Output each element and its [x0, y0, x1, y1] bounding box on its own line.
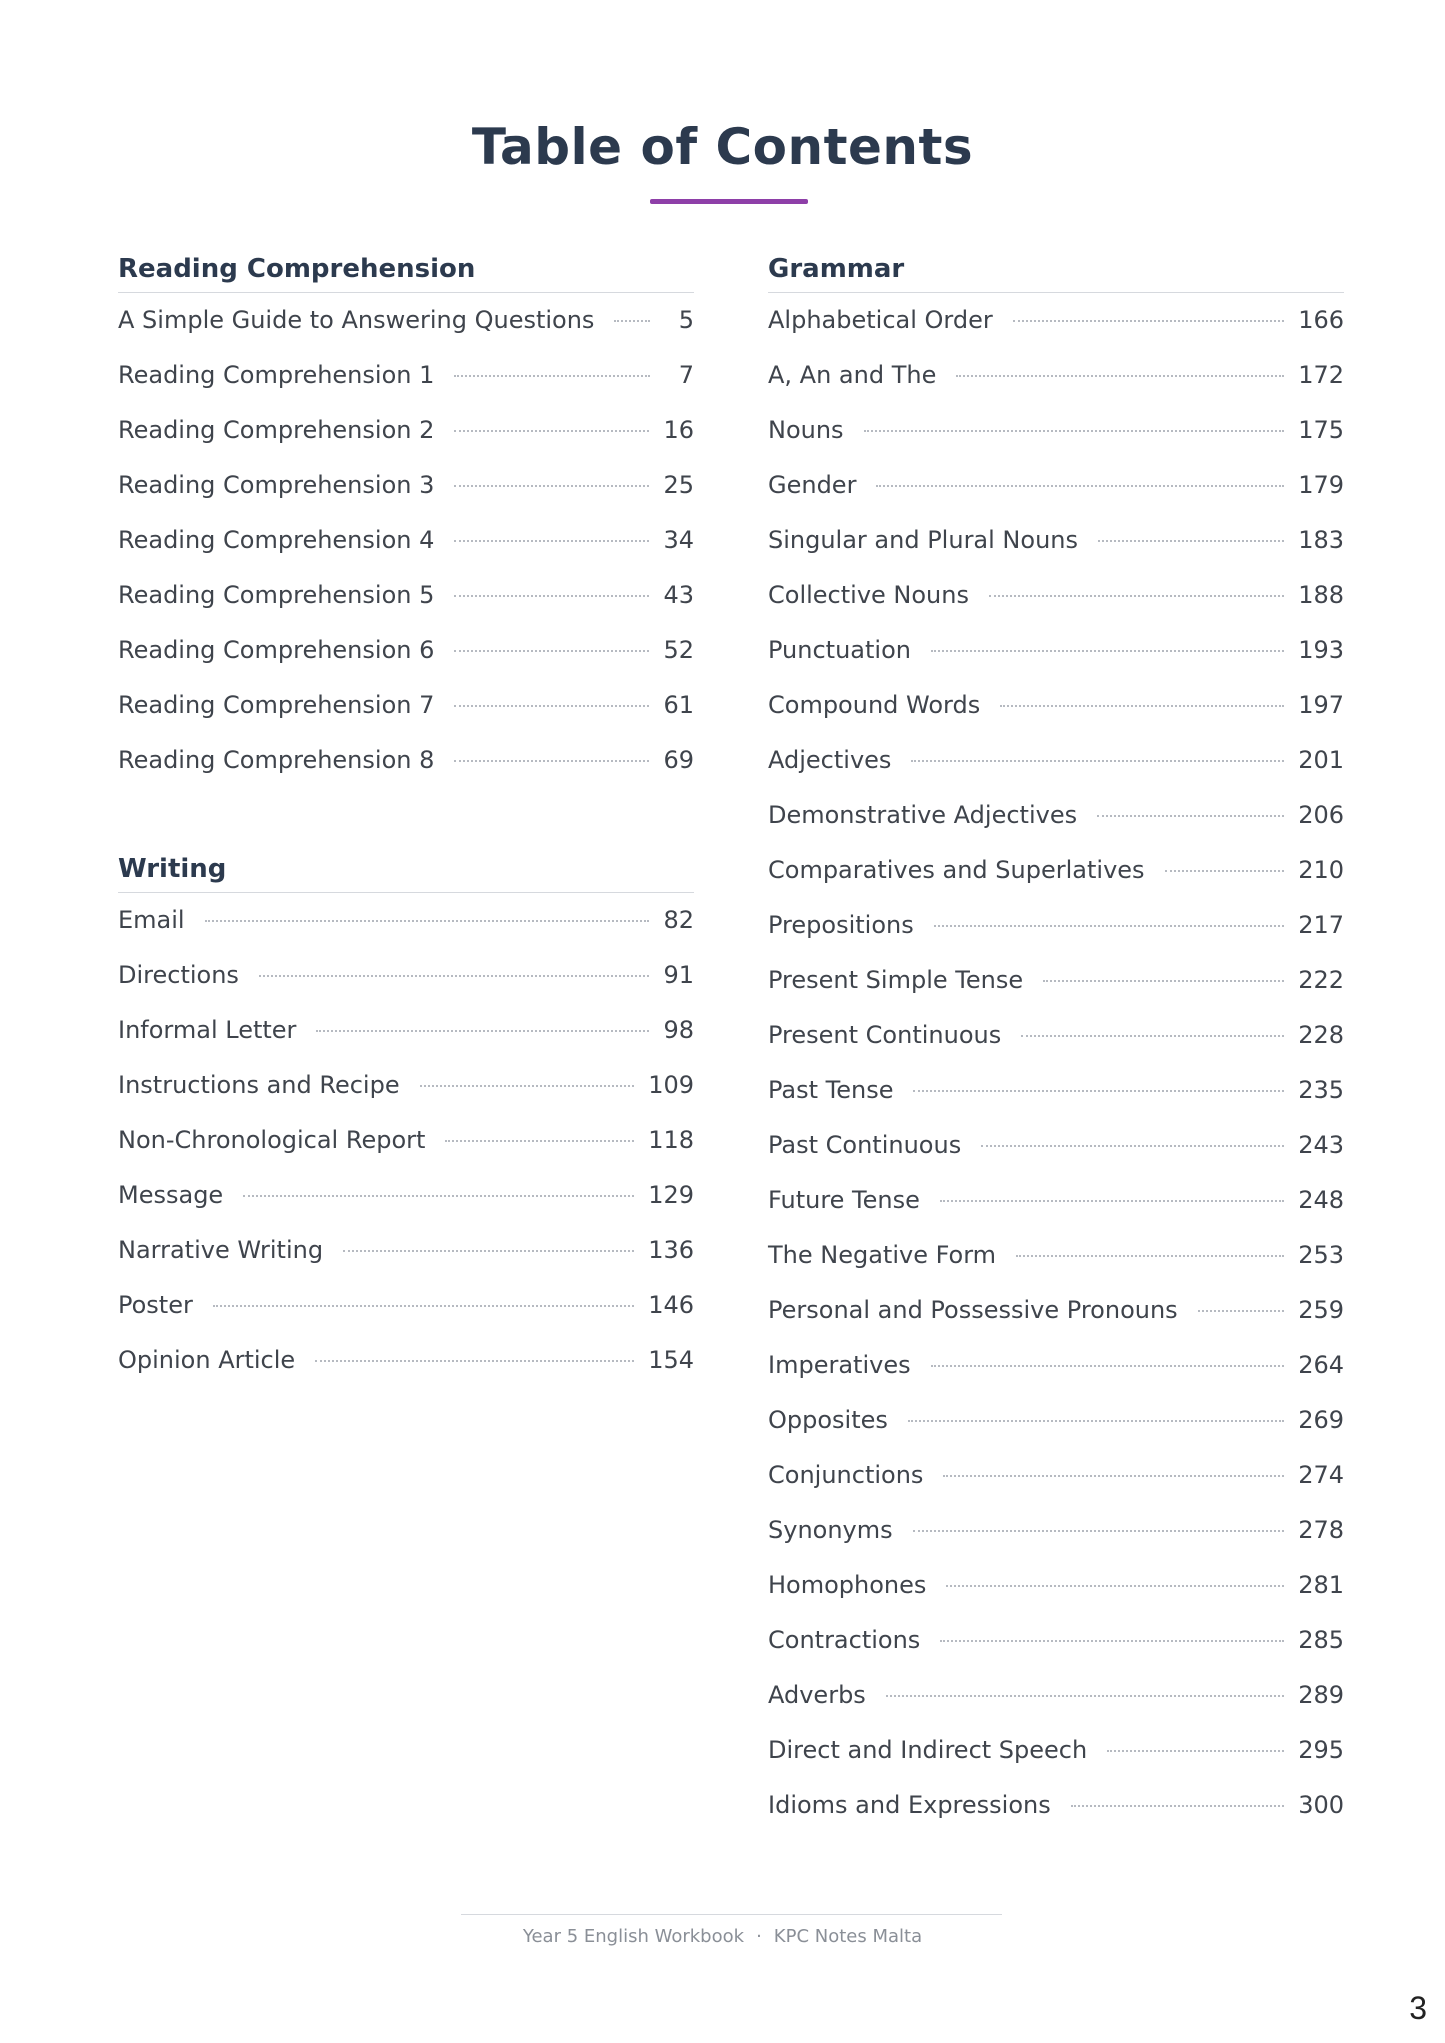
toc-entry-title: Instructions and Recipe [118, 1071, 400, 1099]
toc-entry[interactable] [768, 1118, 1344, 1173]
toc-entry[interactable] [118, 1223, 694, 1278]
toc-entry-title: Reading Comprehension 8 [118, 746, 435, 774]
toc-entry-page-number: 193 [1298, 636, 1344, 664]
toc-entry[interactable] [768, 458, 1344, 513]
toc-entry[interactable] [768, 843, 1344, 898]
toc-entry-page-number: 285 [1298, 1626, 1344, 1654]
toc-entry-title: Non-Chronological Report [118, 1126, 426, 1154]
toc-entry-page-number: 274 [1298, 1461, 1344, 1489]
writing-section [118, 0, 694, 1388]
dot-leader [1097, 815, 1284, 817]
toc-entry-page-number: 201 [1298, 746, 1344, 774]
toc-entry-page-number: 206 [1298, 801, 1344, 829]
toc-entry-title: Homophones [768, 1571, 927, 1599]
toc-entry-page-number: 69 [663, 746, 694, 774]
toc-entry-title: Poster [118, 1291, 193, 1319]
dot-leader [205, 920, 650, 922]
page-number: 3 [1409, 1990, 1427, 2026]
toc-entry-title: Future Tense [768, 1186, 920, 1214]
toc-entry[interactable] [768, 1338, 1344, 1393]
toc-entry[interactable] [768, 1063, 1344, 1118]
toc-entry[interactable] [118, 1278, 694, 1333]
dot-leader [1013, 320, 1284, 322]
toc-entry[interactable] [768, 348, 1344, 403]
toc-entry-title: Collective Nouns [768, 581, 969, 609]
toc-entry[interactable] [768, 898, 1344, 953]
toc-entry[interactable] [118, 1113, 694, 1168]
toc-entry-page-number: 197 [1298, 691, 1344, 719]
toc-entry-page-number: 98 [663, 1016, 694, 1044]
toc-entry[interactable] [768, 1723, 1344, 1778]
dot-leader [1071, 1805, 1284, 1807]
toc-entry-page-number: 118 [648, 1126, 694, 1154]
dot-leader [420, 1085, 635, 1087]
toc-entry-page-number: 175 [1298, 416, 1344, 444]
dot-leader [943, 1475, 1284, 1477]
toc-entry-page-number: 16 [663, 416, 694, 444]
toc-entry[interactable] [768, 403, 1344, 458]
toc-entry[interactable] [768, 1228, 1344, 1283]
toc-entry-page-number: 228 [1298, 1021, 1344, 1049]
footer-book-title: Year 5 English Workbook [522, 1926, 745, 1947]
dot-leader [1198, 1310, 1285, 1312]
dot-leader [940, 1640, 1284, 1642]
toc-entry-title: Email [118, 906, 185, 934]
dot-leader [1021, 1035, 1284, 1037]
toc-entry-page-number: 253 [1298, 1241, 1344, 1269]
footer-divider [461, 1914, 1002, 1915]
toc-entry[interactable] [768, 1668, 1344, 1723]
toc-entry[interactable] [118, 1333, 694, 1388]
dot-leader [1016, 1255, 1284, 1257]
toc-entry[interactable] [768, 513, 1344, 568]
toc-entry[interactable] [768, 1173, 1344, 1228]
toc-entry-page-number: 91 [663, 961, 694, 989]
dot-leader [213, 1305, 634, 1307]
toc-entry-title: Reading Comprehension 6 [118, 636, 435, 664]
toc-entry-title: A Simple Guide to Answering Questions [118, 306, 595, 334]
toc-entry-page-number: 281 [1298, 1571, 1344, 1599]
toc-entry[interactable] [118, 1003, 694, 1058]
toc-entry-page-number: 129 [648, 1181, 694, 1209]
toc-entry-page-number: 43 [663, 581, 694, 609]
toc-entry-page-number: 34 [663, 526, 694, 554]
section-heading: Writing [118, 852, 694, 893]
toc-entry-title: Reading Comprehension 3 [118, 471, 435, 499]
dot-leader [1000, 705, 1284, 707]
toc-entry-title: Past Tense [768, 1076, 894, 1104]
toc-entry-title: Past Continuous [768, 1131, 962, 1159]
toc-entry-page-number: 136 [648, 1236, 694, 1264]
toc-entry[interactable] [768, 788, 1344, 843]
toc-entry-page-number: 243 [1298, 1131, 1344, 1159]
dot-leader [1107, 1750, 1284, 1752]
toc-entry-page-number: 146 [648, 1291, 694, 1319]
toc-entry-title: Opinion Article [118, 1346, 296, 1374]
toc-entry[interactable] [768, 953, 1344, 1008]
dot-leader [243, 1195, 634, 1197]
toc-entry-title: Personal and Possessive Pronouns [768, 1296, 1178, 1324]
toc-entry-title: Present Continuous [768, 1021, 1002, 1049]
dot-leader [864, 430, 1285, 432]
dot-leader [259, 975, 650, 977]
toc-entry-page-number: 235 [1298, 1076, 1344, 1104]
toc-entry[interactable] [768, 733, 1344, 788]
dot-leader [1043, 980, 1284, 982]
dot-leader [876, 485, 1284, 487]
dot-leader [315, 1360, 634, 1362]
toc-entry-page-number: 300 [1298, 1791, 1344, 1819]
dot-leader [1165, 870, 1285, 872]
toc-entry-title: Reading Comprehension 1 [118, 361, 435, 389]
toc-entry-title: Adverbs [768, 1681, 866, 1709]
toc-entry-title: Synonyms [768, 1516, 893, 1544]
toc-entry[interactable] [768, 568, 1344, 623]
toc-entry-page-number: 82 [663, 906, 694, 934]
dot-leader [316, 1030, 649, 1032]
toc-entry-page-number: 61 [663, 691, 694, 719]
section-heading: Reading Comprehension [118, 252, 694, 293]
toc-list [768, 293, 1344, 1833]
toc-entry[interactable] [768, 1008, 1344, 1063]
toc-entry[interactable] [768, 1393, 1344, 1448]
toc-entry-title: Reading Comprehension 7 [118, 691, 435, 719]
dot-leader [956, 375, 1284, 377]
footer [0, 1926, 1445, 1947]
toc-entry-page-number: 259 [1298, 1296, 1344, 1324]
toc-entry-title: The Negative Form [768, 1241, 997, 1269]
toc-entry-title: Singular and Plural Nouns [768, 526, 1078, 554]
toc-entry[interactable] [768, 1503, 1344, 1558]
toc-entry-title: Idioms and Expressions [768, 1791, 1051, 1819]
toc-entry-title: Alphabetical Order [768, 306, 993, 334]
dot-leader [931, 1365, 1285, 1367]
footer-separator: · [756, 1926, 762, 1947]
toc-entry-page-number: 269 [1298, 1406, 1344, 1434]
toc-entry-title: Contractions [768, 1626, 921, 1654]
toc-entry-title: Punctuation [768, 636, 911, 664]
toc-entry[interactable] [118, 1168, 694, 1223]
dot-leader [343, 1250, 634, 1252]
section-heading: Grammar [768, 252, 1344, 293]
toc-entry-page-number: 210 [1298, 856, 1344, 884]
dot-leader [946, 1585, 1284, 1587]
toc-entry-page-number: 172 [1298, 361, 1344, 389]
toc-entry[interactable] [768, 1778, 1344, 1833]
dot-leader [913, 1530, 1285, 1532]
toc-entry-title: Compound Words [768, 691, 981, 719]
toc-entry-page-number: 222 [1298, 966, 1344, 994]
toc-entry[interactable] [768, 1283, 1344, 1338]
toc-entry-title: Directions [118, 961, 239, 989]
toc-entry-page-number: 5 [678, 306, 694, 334]
toc-entry-title: Nouns [768, 416, 844, 444]
toc-entry-title: Prepositions [768, 911, 914, 939]
toc-entry-title: Reading Comprehension 2 [118, 416, 435, 444]
toc-entry[interactable] [768, 1448, 1344, 1503]
toc-entry-title: Demonstrative Adjectives [768, 801, 1078, 829]
toc-entry-title: Comparatives and Superlatives [768, 856, 1145, 884]
dot-leader [1098, 540, 1284, 542]
toc-entry-page-number: 289 [1298, 1681, 1344, 1709]
toc-entry-title: Conjunctions [768, 1461, 924, 1489]
toc-entry-page-number: 154 [648, 1346, 694, 1374]
toc-entry[interactable] [118, 1058, 694, 1113]
toc-entry-title: Imperatives [768, 1351, 911, 1379]
toc-entry-title: Reading Comprehension 4 [118, 526, 435, 554]
toc-entry[interactable] [768, 623, 1344, 678]
toc-entry-title: Message [118, 1181, 224, 1209]
toc-entry-page-number: 166 [1298, 306, 1344, 334]
dot-leader [908, 1420, 1284, 1422]
grammar-section [768, 0, 1344, 1833]
dot-leader [989, 595, 1284, 597]
toc-entry-title: Reading Comprehension 5 [118, 581, 435, 609]
toc-entry-page-number: 52 [663, 636, 694, 664]
dot-leader [934, 925, 1284, 927]
page-title: Table of Contents [471, 118, 974, 176]
dot-leader [940, 1200, 1284, 1202]
toc-entry-page-number: 109 [648, 1071, 694, 1099]
toc-entry-title: Present Simple Tense [768, 966, 1024, 994]
toc-entry[interactable] [768, 1558, 1344, 1613]
toc-entry-title: Informal Letter [118, 1016, 297, 1044]
toc-entry-page-number: 188 [1298, 581, 1344, 609]
toc-entry-title: Adjectives [768, 746, 892, 774]
dot-leader [886, 1695, 1284, 1697]
toc-entry[interactable] [768, 293, 1344, 348]
toc-list [118, 893, 694, 1388]
toc-entry-title: Opposites [768, 1406, 888, 1434]
toc-entry-page-number: 217 [1298, 911, 1344, 939]
toc-entry-page-number: 264 [1298, 1351, 1344, 1379]
dot-leader [931, 650, 1284, 652]
dot-leader [981, 1145, 1284, 1147]
toc-entry-title: Narrative Writing [118, 1236, 324, 1264]
toc-entry-title: Direct and Indirect Speech [768, 1736, 1088, 1764]
toc-entry[interactable] [118, 948, 694, 1003]
footer-publisher: KPC Notes Malta [773, 1926, 923, 1947]
dot-leader [911, 760, 1284, 762]
dot-leader [913, 1090, 1284, 1092]
toc-entry-page-number: 278 [1298, 1516, 1344, 1544]
toc-entry[interactable] [118, 893, 694, 948]
toc-entry[interactable] [768, 678, 1344, 733]
toc-entry-title: A, An and The [768, 361, 937, 389]
toc-entry-page-number: 248 [1298, 1186, 1344, 1214]
toc-entry-page-number: 179 [1298, 471, 1344, 499]
toc-entry-page-number: 25 [663, 471, 694, 499]
dot-leader [445, 1140, 634, 1142]
toc-entry-title: Gender [768, 471, 857, 499]
toc-entry-page-number: 7 [678, 361, 694, 389]
toc-entry-page-number: 295 [1298, 1736, 1344, 1764]
toc-entry[interactable] [768, 1613, 1344, 1668]
toc-entry-page-number: 183 [1298, 526, 1344, 554]
